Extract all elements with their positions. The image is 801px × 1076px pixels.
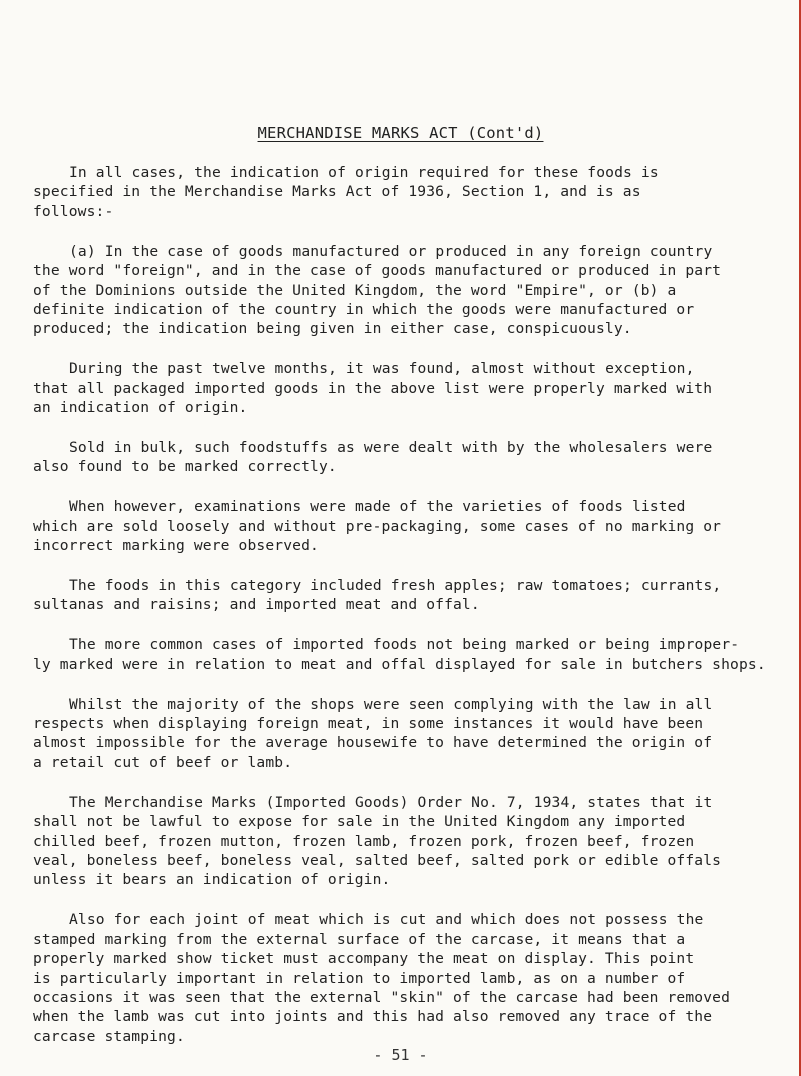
paragraph: (a) In the case of goods manufactured or produced in any foreign country the word "foreign", and in the case of goods manufactured or produced in part of the Dominions outside the United Kingdom, the word "Empire", or (b) a definite indication of the country in which the goods were manufactured or produced; the indication being given in either case, conspicuously. [33, 242, 722, 338]
paragraph: Sold in bulk, such foodstuffs as were dealt with by the wholesalers were also found to be marked correctly. [33, 438, 713, 476]
paragraph: Whilst the majority of the shops were seen complying with the law in all respects when displaying foreign meat, in some instances it would have been almost impossible for the average housewife to have determined the origin of a retail cut of beef or lamb. [33, 695, 713, 771]
paragraph: The foods in this category included fresh apples; raw tomatoes; currants, sultanas and raisins; and imported meat and offal. [33, 577, 722, 614]
paragraph: Also for each joint of meat which is cut and which does not possess the stamped marking from the external surface of the carcase, it means that a properly marked show ticket must accompany the meat on display. This point is particularly important in relation to imported lamb, as on a number of occasions it was seen that the external "skin" of the carcase had been removed when the lamb was cut into joints and this had also removed any trace of the carcase stamping. [33, 911, 731, 1045]
paragraph: When however, examinations were made of the varieties of foods listed which are sold loosely and without pre-packaging, some cases of no marking or incorrect marking were observed. [33, 498, 722, 555]
paragraph: In all cases, the indication of origin required for these foods is specified in the Merchandise Marks Act of 1936, Section 1, and is as follows:- [33, 164, 659, 220]
paragraph: During the past twelve months, it was found, almost without exception, that all packaged imported goods in the above list were properly marked with an indication of origin. [33, 360, 713, 417]
page-title-text: MERCHANDISE MARKS ACT (Cont'd) [257, 124, 544, 142]
body-text [33, 163, 773, 1067]
paragraph: The Merchandise Marks (Imported Goods) Order No. 7, 1934, states that it shall not be lawful to expose for sale in the United Kingdom any imported chilled beef, frozen mutton, frozen lamb, frozen pork, frozen beef, frozen veal, boneless beef, boneless veal, salted beef, salted pork or edible offals unless it bears an indication of origin. [33, 793, 722, 889]
page-number: - 51 - [373, 1046, 428, 1064]
page-title [0, 124, 801, 142]
paragraph: The more common cases of imported foods not being marked or being improper- ly marked were in relation to meat and offal displayed for sale in butchers shops. [33, 636, 766, 673]
